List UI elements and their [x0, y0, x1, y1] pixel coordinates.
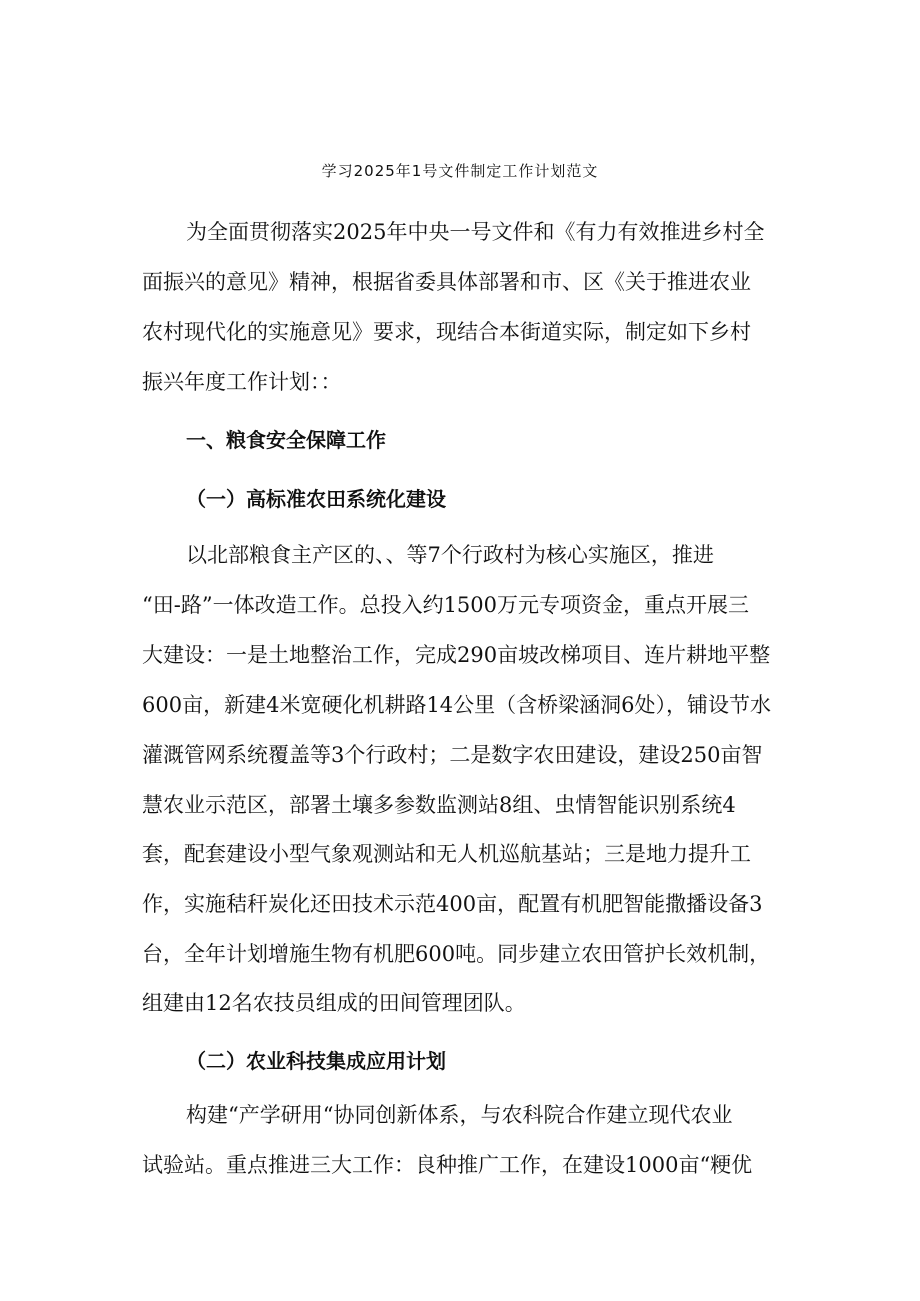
subsection-1-heading: （一）高标准农田系统化建设 — [186, 487, 446, 511]
body-line: 套，配套建设小型气象观测站和无人机巡航基站；三是地力提升工 — [142, 842, 751, 866]
intro-line-2: 面振兴的意见》精神，根据省委具体部署和市、区《关于推进农业 — [142, 270, 751, 294]
body-line: 大建设：一是土地整治工作，完成290亩坡改梯项目、连片耕地平整 — [142, 643, 771, 667]
intro-line-3: 农村现代化的实施意见》要求，现结合本街道实际，制定如下乡村 — [142, 320, 751, 344]
body-line: 台，全年计划增施生物有机肥600吨。同步建立农田管护长效机制， — [142, 942, 771, 966]
body-line: 组建由12名农技员组成的田间管理团队。 — [142, 991, 526, 1015]
body-line: 作，实施秸秆炭化还田技术示范400亩，配置有机肥智能撒播设备3 — [142, 892, 763, 916]
intro-line-1: 为全面贯彻落实2025年中央一号文件和《有力有效推进乡村全 — [186, 220, 765, 244]
body-line: 试验站。重点推进三大工作：良种推广工作，在建设1000亩“粳优 — [142, 1153, 753, 1177]
intro-line-4: 振兴年度工作计划：： — [142, 370, 342, 394]
body-line: 灌溉管网系统覆盖等3个行政村；二是数字农田建设，建设250亩智 — [142, 743, 763, 767]
body-line: 慧农业示范区，部署土壤多参数监测站8组、虫情智能识别系统4 — [142, 793, 736, 817]
section-1-heading: 一、粮食安全保障工作 — [186, 428, 386, 452]
subsection-2-heading: （二）农业科技集成应用计划 — [186, 1049, 446, 1073]
body-line: 构建“产学研用“协同创新体系，与农科院合作建立现代农业 — [186, 1103, 733, 1127]
body-line: 以北部粮食主产区的、、等7个行政村为核心实施区，推进 — [186, 543, 714, 567]
body-line: “田-路”一体改造工作。总投入约1500万元专项资金，重点开展三 — [142, 593, 750, 617]
document-title: 学习2025年1号文件制定工作计划范文 — [321, 162, 599, 180]
body-line: 600亩，新建4米宽硬化机耕路14公里（含桥梁涵洞6处），铺设节水 — [142, 693, 772, 717]
